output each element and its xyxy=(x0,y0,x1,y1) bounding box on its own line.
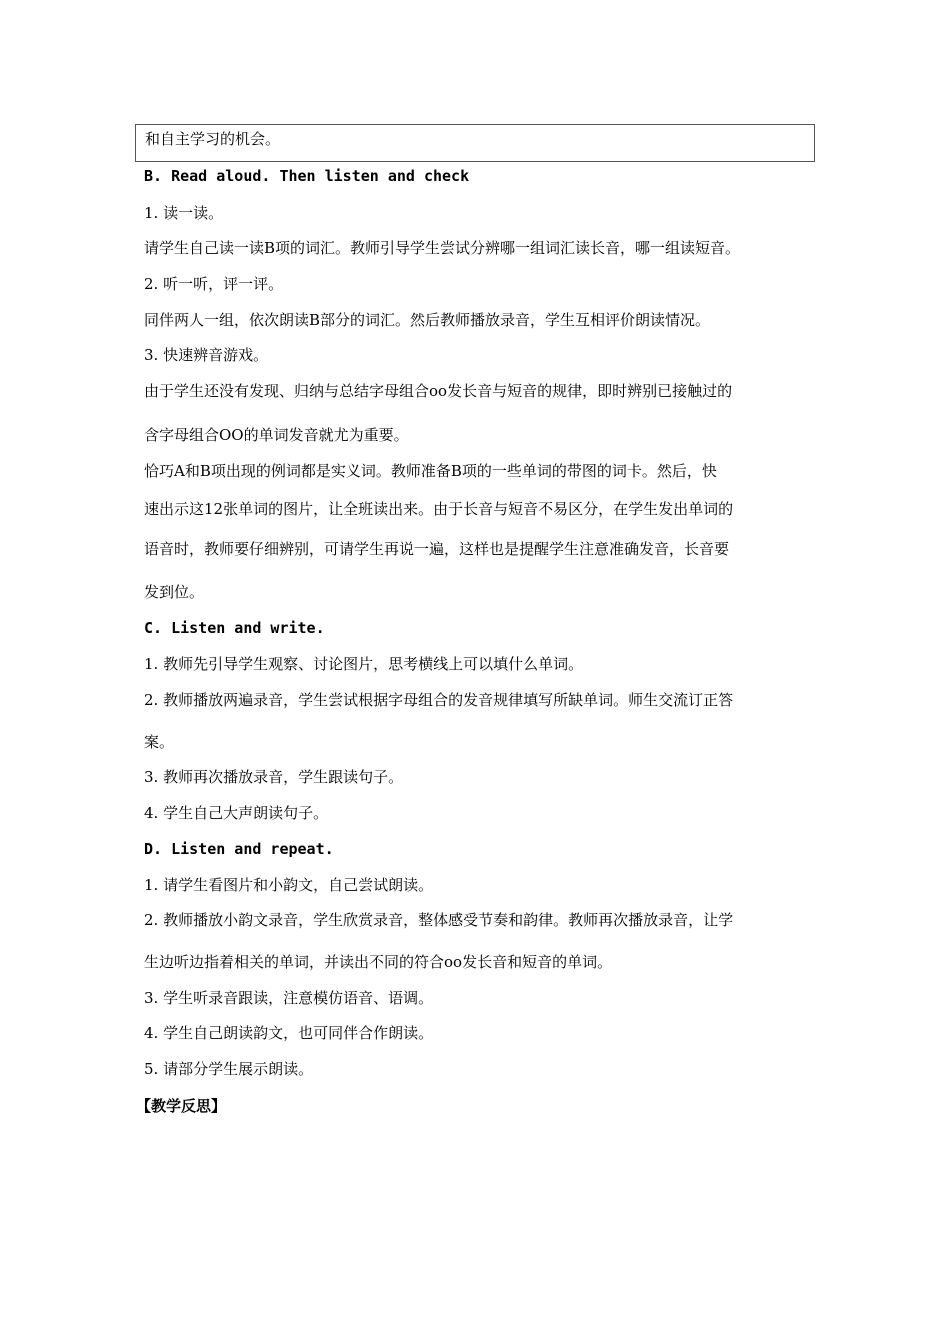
paragraph: 生边听边指着相关的单词，并读出不同的符合oo发长音和短音的单词。 xyxy=(144,953,613,971)
paragraph: 请学生自己读一读B项的词汇。教师引导学生尝试分辨哪一组词汇读长音，哪一组读短音。 xyxy=(144,239,741,257)
step-c3: 3. 教师再次播放录音，学生跟读句子。 xyxy=(144,768,404,786)
step-d3: 3. 学生听录音跟读，注意模仿语音、语调。 xyxy=(144,989,434,1007)
section-b-heading: B. Read aloud. Then listen and check xyxy=(144,167,470,185)
teaching-reflection-heading: 【教学反思】 xyxy=(136,1097,227,1115)
paragraph: 含字母组合OO的单词发音就尤为重要。 xyxy=(144,426,409,444)
paragraph: 同伴两人一组，依次朗读B部分的词汇。然后教师播放录音，学生互相评价朗读情况。 xyxy=(144,311,711,329)
step-d4: 4. 学生自己朗读韵文，也可同伴合作朗读。 xyxy=(144,1024,434,1042)
step-b3: 3. 快速辨音游戏。 xyxy=(144,346,269,364)
step-c1: 1. 教师先引导学生观察、讨论图片，思考横线上可以填什么单词。 xyxy=(144,655,584,673)
paragraph: 恰巧A和B项出现的例词都是实义词。教师准备B项的一些单词的带图的词卡。然后，快 xyxy=(144,462,717,480)
paragraph: 速出示这12张单词的图片，让全班读出来。由于长音与短音不易区分，在学生发出单词的 xyxy=(144,500,734,518)
step-d5: 5. 请部分学生展示朗读。 xyxy=(144,1060,314,1078)
step-c4: 4. 学生自己大声朗读句子。 xyxy=(144,804,329,822)
step-b1: 1. 读一读。 xyxy=(144,204,224,222)
paragraph: 语音时，教师要仔细辨别，可请学生再说一遍，这样也是提醒学生注意准确发音，长音要 xyxy=(144,540,730,558)
step-d2: 2. 教师播放小韵文录音，学生欣赏录音，整体感受节奏和韵律。教师再次播放录音，让学 xyxy=(144,911,734,929)
step-c2: 2. 教师播放两遍录音，学生尝试根据字母组合的发音规律填写所缺单词。师生交流订正答 xyxy=(144,691,734,709)
text-box xyxy=(135,124,815,162)
step-b2: 2. 听一听，评一评。 xyxy=(144,275,284,293)
paragraph: 案。 xyxy=(144,733,175,751)
section-d-heading: D. Listen and repeat. xyxy=(144,840,334,858)
step-d1: 1. 请学生看图片和小韵文，自己尝试朗读。 xyxy=(144,876,434,894)
paragraph: 由于学生还没有发现、归纳与总结字母组合oo发长音与短音的规律，即时辨别已接触过的 xyxy=(144,382,733,400)
box-text: 和自主学习的机会。 xyxy=(145,130,281,148)
section-c-heading: C. Listen and write. xyxy=(144,619,325,637)
paragraph: 发到位。 xyxy=(144,583,205,601)
